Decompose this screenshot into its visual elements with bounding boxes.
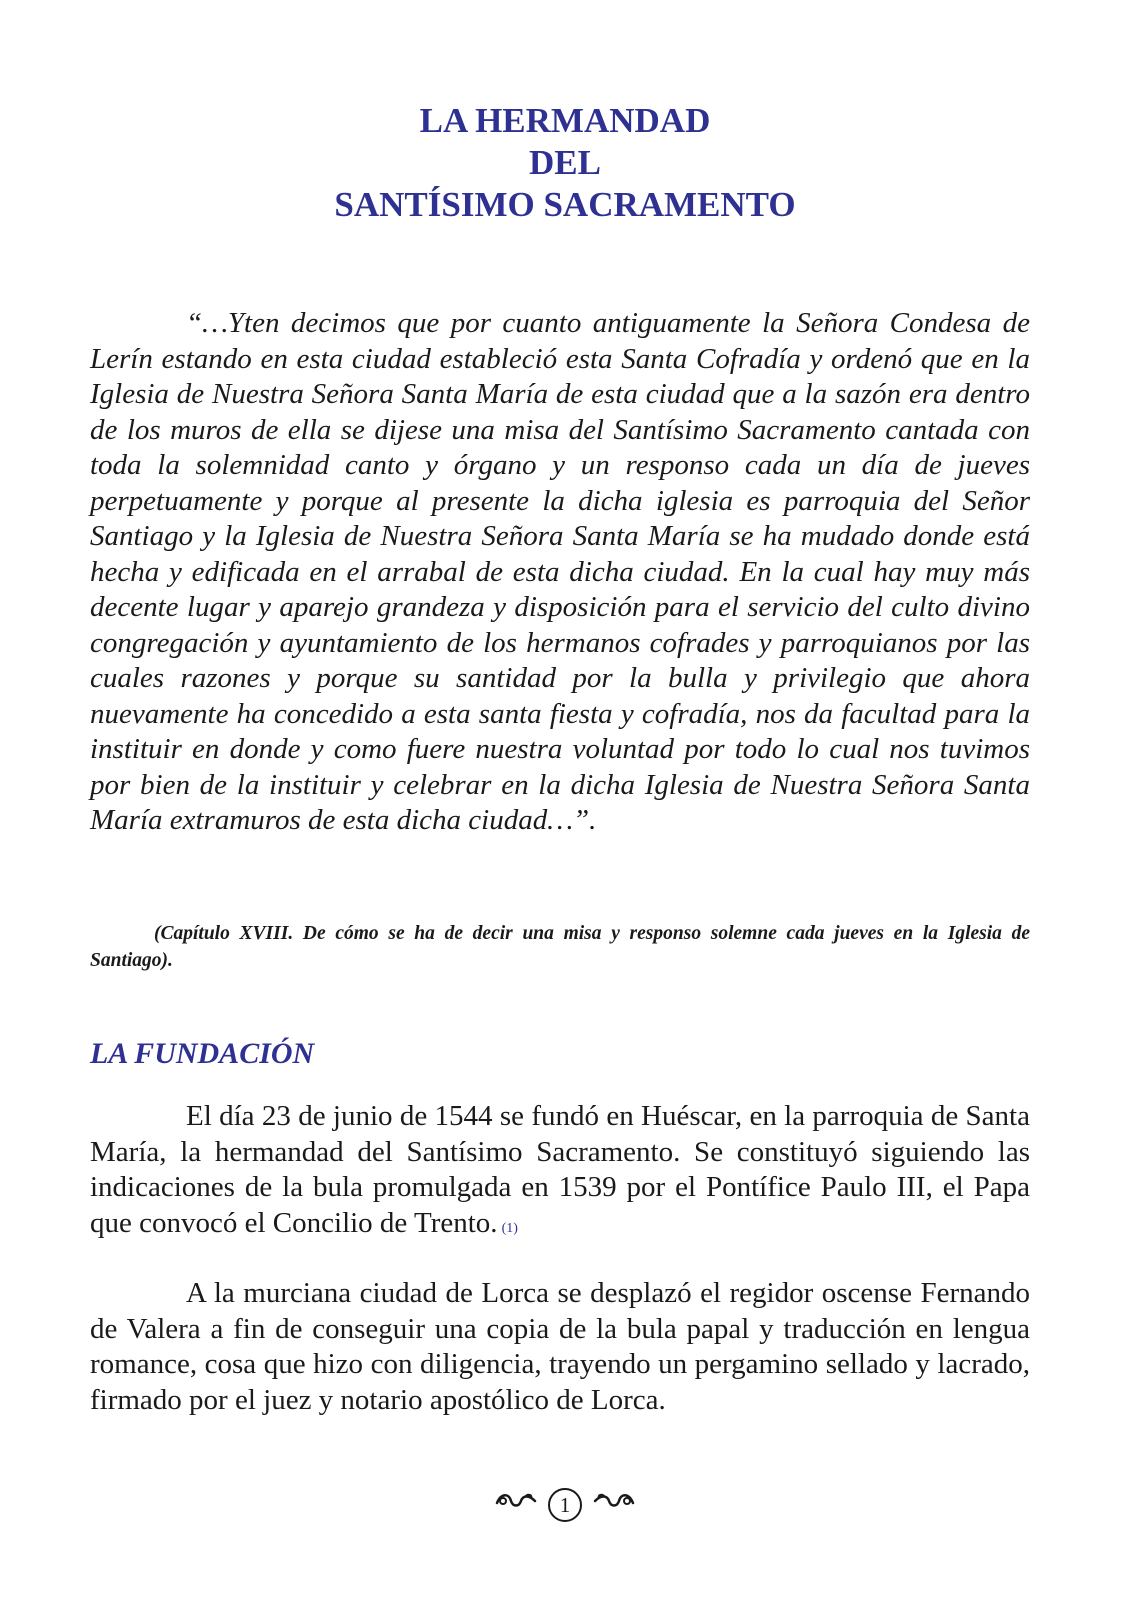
- title-line-1: LA HERMANDAD: [419, 101, 711, 140]
- title-line-2: DEL: [529, 143, 601, 182]
- left-scroll-ornament-icon: [495, 1487, 537, 1523]
- section-heading: LA FUNDACIÓN: [90, 1037, 315, 1070]
- quote-citation: (Capítulo XVIII. De cómo se ha de decir una misa y responso solemne cada jueves en la Iglesia de Santiago).: [90, 923, 1030, 971]
- page-footer: [0, 1485, 1130, 1523]
- page-title: [0, 100, 1130, 226]
- historical-quote: “…Yten decimos que por cuanto antiguamente la Señora Condesa de Lerín estando en esta ciudad estableció esta Santa Cofradía y ordenó que en la Iglesia de Nuestra Señora Santa María de esta ciudad que a la sazón era dentro de los muros de ella se dijese una misa del Santísimo Sacramento cantada con toda la solemnidad canto y órgano y un responso cada un día de jueves perpetuamente y porque al presente la dicha iglesia es parroquia del Señor Santiago y la Iglesia de Nuestra Señora Santa María se ha mudado donde está hecha y edificada en el arrabal de esta dicha ciudad. En la cual hay muy más decente lugar y aparejo grandeza y disposición para el servicio del culto divino congregación y ayuntamiento de los hermanos cofrades y parroquianos por las cuales razones y porque su santidad por la bulla y privilegio que ahora nuevamente ha concedido a esta santa fiesta y cofradía, nos da facultad para la instituir en donde y como fuere nuestra voluntad por todo lo cual nos tuvimos por bien de la instituir y celebrar en la dicha Iglesia de Nuestra Señora Santa María extramuros de esta dicha ciudad…”.: [90, 307, 1030, 836]
- paragraph-lorca: A la murciana ciudad de Lorca se desplazó el regidor oscense Fernando de Valera a fin de conseguir una copia de la bula papal y traducción en lengua romance, cosa que hizo con diligencia, trayendo un pergamino sellado y lacrado, firmado por el juez y notario apostólico de Lorca.: [90, 1277, 1030, 1416]
- right-scroll-ornament-icon: [593, 1487, 635, 1523]
- title-line-3: SANTÍSIMO SACRAMENTO: [334, 185, 796, 224]
- paragraph-foundation: [90, 1099, 1030, 1246]
- paragraph-foundation-text: El día 23 de junio de 1544 se fundó en Huéscar, en la parroquia de Santa María, la hermandad del Santísimo Sacramento. Se constituyó siguiendo las indicaciones de la bula promulgada en 1539 por el Pontífice Paulo III, el Papa que convocó el Concilio de Trento.: [90, 1100, 1030, 1239]
- footnote-reference[interactable]: (1): [501, 1220, 518, 1236]
- page-number: 1: [548, 1488, 582, 1522]
